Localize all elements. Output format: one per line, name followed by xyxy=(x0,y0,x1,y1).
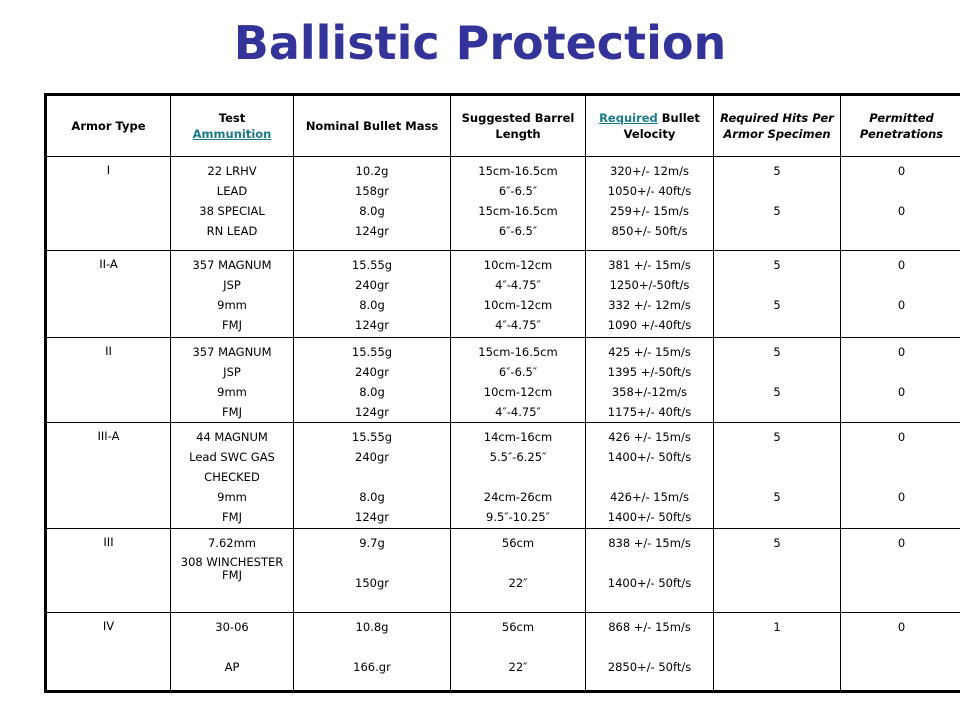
header-velocity-label: Bullet Velocity xyxy=(623,111,700,141)
cell-line: 5 xyxy=(773,345,781,360)
cell-line: 1250+/-50ft/s xyxy=(609,278,690,293)
bullet-mass-cell xyxy=(294,251,451,338)
cell-spacer xyxy=(300,467,444,487)
permitted-penetrations-cell xyxy=(841,423,960,528)
cell-line: 9mm xyxy=(217,298,247,313)
header-required-bullet-velocity xyxy=(586,95,714,157)
cell-line: 10.2g xyxy=(355,164,389,178)
cell-line: 10cm-12cm xyxy=(483,298,553,313)
bullet-velocity-cell xyxy=(586,251,714,338)
cell-line: 5 xyxy=(773,385,781,400)
cell-line: 240gr xyxy=(355,365,389,380)
cell-line: 1 xyxy=(773,619,781,634)
cell-spacer xyxy=(720,181,834,201)
cell-line: 332 +/- 12m/s xyxy=(608,298,691,313)
cell-spacer xyxy=(457,637,579,657)
cell-spacer xyxy=(847,447,956,467)
cell-line: 5 xyxy=(773,535,781,550)
armor-type-cell: III-A xyxy=(46,423,171,528)
cell-line: 56cm xyxy=(501,535,535,550)
cell-line: 1050+/- 40ft/s xyxy=(607,184,692,198)
cell-line: 0 xyxy=(897,619,906,634)
permitted-penetrations-cell xyxy=(841,251,960,338)
cell-line: 56cm xyxy=(501,619,535,634)
cell-line: 1400+/- 50ft/s xyxy=(607,575,692,590)
cell-line: 150gr xyxy=(355,575,389,590)
cell-spacer xyxy=(592,467,707,487)
cell-spacer xyxy=(847,275,956,295)
page-title: Ballistic Protection xyxy=(233,16,727,70)
armor-type-cell: II xyxy=(46,338,171,423)
cell-line: 426 +/- 15m/s xyxy=(608,430,691,445)
cell-spacer xyxy=(457,467,579,487)
cell-line: 9mm xyxy=(217,385,247,400)
ammunition-cell xyxy=(171,423,294,528)
cell-line: 158gr xyxy=(355,184,389,198)
cell-spacer xyxy=(847,467,956,487)
armor-type-cell: IV xyxy=(46,612,171,691)
armor-type-cell: II-A xyxy=(46,251,171,338)
table-row-ii-a xyxy=(46,251,960,338)
bullet-mass-cell xyxy=(294,423,451,528)
armor-type-cell: I xyxy=(46,157,171,251)
cell-line: RN LEAD xyxy=(206,224,258,238)
cell-line: 357 MAGNUM xyxy=(192,258,272,273)
cell-line: 868 +/- 15m/s xyxy=(608,619,691,634)
barrel-length-cell xyxy=(451,338,586,423)
cell-line: 1400+/- 50ft/s xyxy=(607,510,692,525)
cell-line: 8.0g xyxy=(359,298,385,313)
header-test-label: Test xyxy=(218,111,246,125)
cell-line: 240gr xyxy=(355,450,389,465)
ballistic-protection-table xyxy=(44,93,960,693)
cell-line: 7.62mm xyxy=(207,535,256,550)
cell-spacer xyxy=(720,362,834,382)
cell-line: 6″-6.5″ xyxy=(498,184,538,198)
cell-line: Lead SWC GAS xyxy=(189,450,275,465)
cell-spacer xyxy=(720,447,834,467)
header-armor-type: Armor Type xyxy=(46,95,171,157)
cell-line: 0 xyxy=(897,385,906,400)
cell-line: FMJ xyxy=(222,510,242,525)
cell-line: 6″-6.5″ xyxy=(498,224,538,238)
cell-line: 5 xyxy=(773,164,781,178)
cell-line: 124gr xyxy=(355,405,389,420)
cell-spacer xyxy=(300,637,444,657)
barrel-length-cell xyxy=(451,612,586,691)
bullet-mass-cell xyxy=(294,157,451,251)
cell-line: 44 MAGNUM xyxy=(196,430,268,445)
cell-line: 381 +/- 15m/s xyxy=(608,258,691,273)
cell-line: 8.0g xyxy=(359,490,385,505)
cell-line: 5 xyxy=(773,430,781,445)
cell-line: 5 xyxy=(773,298,781,313)
cell-line: 1090 +/-40ft/s xyxy=(607,318,692,333)
header-test-ammunition xyxy=(171,95,294,157)
cell-line: FMJ xyxy=(222,318,242,333)
cell-line: 9mm xyxy=(217,490,247,505)
cell-line: 259+/- 15m/s xyxy=(610,204,689,218)
cell-line: 15cm-16.5cm xyxy=(478,164,558,178)
cell-line: 1395 +/-50ft/s xyxy=(607,365,692,380)
cell-line: 0 xyxy=(897,204,906,218)
cell-line: 8.0g xyxy=(359,385,385,400)
cell-line: 2850+/- 50ft/s xyxy=(607,659,692,674)
cell-line: CHECKED xyxy=(204,470,260,485)
header-nominal-bullet-mass: Nominal Bullet Mass xyxy=(294,95,451,157)
cell-spacer xyxy=(592,637,707,657)
cell-line: 166.gr xyxy=(353,659,391,674)
cell-line: 15.55g xyxy=(351,430,393,445)
cell-line: 0 xyxy=(897,535,906,550)
cell-line: 15cm-16.5cm xyxy=(478,345,558,360)
cell-line: 838 +/- 15m/s xyxy=(608,535,691,550)
cell-line: 240gr xyxy=(355,278,389,293)
ammunition-cell xyxy=(171,612,294,691)
ammunition-cell xyxy=(171,338,294,423)
cell-line: 5 xyxy=(773,490,781,505)
cell-line: 426+/- 15m/s xyxy=(610,490,689,505)
cell-spacer xyxy=(847,181,956,201)
cell-line: 0 xyxy=(897,430,906,445)
header-suggested-barrel-length: Suggested Barrel Length xyxy=(451,95,586,157)
cell-spacer xyxy=(177,637,287,657)
cell-line: 22″ xyxy=(508,575,528,590)
cell-line: 15.55g xyxy=(351,258,393,273)
cell-line: 0 xyxy=(897,345,906,360)
table-row-iii xyxy=(46,528,960,612)
cell-line: 9.5″-10.25″ xyxy=(486,510,550,525)
ammunition-cell xyxy=(171,528,294,612)
cell-line: JSP xyxy=(223,278,241,293)
cell-line: 6″-6.5″ xyxy=(498,365,538,380)
barrel-length-cell xyxy=(451,528,586,612)
cell-spacer xyxy=(720,275,834,295)
table-row-iv xyxy=(46,612,960,691)
cell-line: 357 MAGNUM xyxy=(192,345,272,360)
cell-line: 320+/- 12m/s xyxy=(610,164,689,178)
required-hits-cell xyxy=(714,338,841,423)
cell-spacer xyxy=(300,553,444,573)
table-row-iii-a xyxy=(46,423,960,528)
cell-line: 4″-4.75″ xyxy=(495,405,541,420)
required-link[interactable]: Required xyxy=(599,111,658,125)
required-hits-cell xyxy=(714,157,841,251)
cell-line: 9.7g xyxy=(359,535,385,550)
required-hits-cell xyxy=(714,528,841,612)
barrel-length-cell xyxy=(451,423,586,528)
cell-line: 14cm-16cm xyxy=(483,430,553,445)
header-row xyxy=(46,95,960,157)
cell-line: 15cm-16.5cm xyxy=(478,204,558,218)
required-hits-cell xyxy=(714,251,841,338)
bullet-velocity-cell xyxy=(586,528,714,612)
cell-line: LEAD xyxy=(216,184,248,198)
cell-line: 124gr xyxy=(355,510,389,525)
ammunition-cell xyxy=(171,157,294,251)
cell-line: AP xyxy=(224,659,240,674)
cell-spacer xyxy=(457,553,579,573)
ammunition-cell xyxy=(171,251,294,338)
cell-line: FMJ xyxy=(222,405,242,420)
bullet-mass-cell xyxy=(294,528,451,612)
bullet-velocity-cell xyxy=(586,423,714,528)
cell-line: 425 +/- 15m/s xyxy=(608,345,691,360)
cell-line: 10cm-12cm xyxy=(483,258,553,273)
cell-spacer xyxy=(592,553,707,573)
required-hits-cell xyxy=(714,423,841,528)
permitted-penetrations-cell xyxy=(841,528,960,612)
cell-line: 1175+/- 40ft/s xyxy=(607,405,692,420)
cell-line: 850+/- 50ft/s xyxy=(611,224,688,238)
cell-line: 8.0g xyxy=(359,204,385,218)
cell-line: 308 WINCHESTER FMJ xyxy=(180,554,284,582)
cell-line: 22″ xyxy=(508,659,528,674)
cell-line: 15.55g xyxy=(351,345,393,360)
cell-line: 30-06 xyxy=(215,619,249,634)
cell-line: JSP xyxy=(223,365,241,380)
armor-type-cell: III xyxy=(46,528,171,612)
table-row-i xyxy=(46,157,960,251)
cell-line: 4″-4.75″ xyxy=(495,318,541,333)
cell-line: 124gr xyxy=(355,224,389,238)
header-permitted-penetrations: Permitted Penetrations xyxy=(841,95,960,157)
cell-line: 38 SPECIAL xyxy=(199,204,265,218)
barrel-length-cell xyxy=(451,157,586,251)
cell-line: 4″-4.75″ xyxy=(495,278,541,293)
cell-line: 5 xyxy=(773,204,781,218)
bullet-mass-cell xyxy=(294,612,451,691)
cell-line: 22 LRHV xyxy=(207,164,257,178)
cell-spacer xyxy=(847,362,956,382)
bullet-mass-cell xyxy=(294,338,451,423)
required-hits-cell xyxy=(714,612,841,691)
cell-line: 358+/-12m/s xyxy=(611,385,688,400)
cell-line: 124gr xyxy=(355,318,389,333)
permitted-penetrations-cell xyxy=(841,612,960,691)
permitted-penetrations-cell xyxy=(841,338,960,423)
cell-line: 5.5″-6.25″ xyxy=(489,450,547,465)
cell-line: 0 xyxy=(897,490,906,505)
cell-line: 0 xyxy=(897,164,906,178)
barrel-length-cell xyxy=(451,251,586,338)
permitted-penetrations-cell xyxy=(841,157,960,251)
cell-line: 5 xyxy=(773,258,781,273)
bullet-velocity-cell xyxy=(586,157,714,251)
cell-line: 24cm-26cm xyxy=(483,490,553,505)
cell-line: 0 xyxy=(897,298,906,313)
table-row-ii xyxy=(46,338,960,423)
header-required-hits: Required Hits Per Armor Specimen xyxy=(714,95,841,157)
bullet-velocity-cell xyxy=(586,612,714,691)
ammunition-link[interactable]: Ammunition xyxy=(192,127,272,141)
cell-line: 10.8g xyxy=(355,619,389,634)
cell-spacer xyxy=(720,467,834,487)
bullet-velocity-cell xyxy=(586,338,714,423)
cell-line: 0 xyxy=(897,258,906,273)
cell-line: 10cm-12cm xyxy=(483,385,553,400)
cell-line: 1400+/- 50ft/s xyxy=(607,450,692,465)
